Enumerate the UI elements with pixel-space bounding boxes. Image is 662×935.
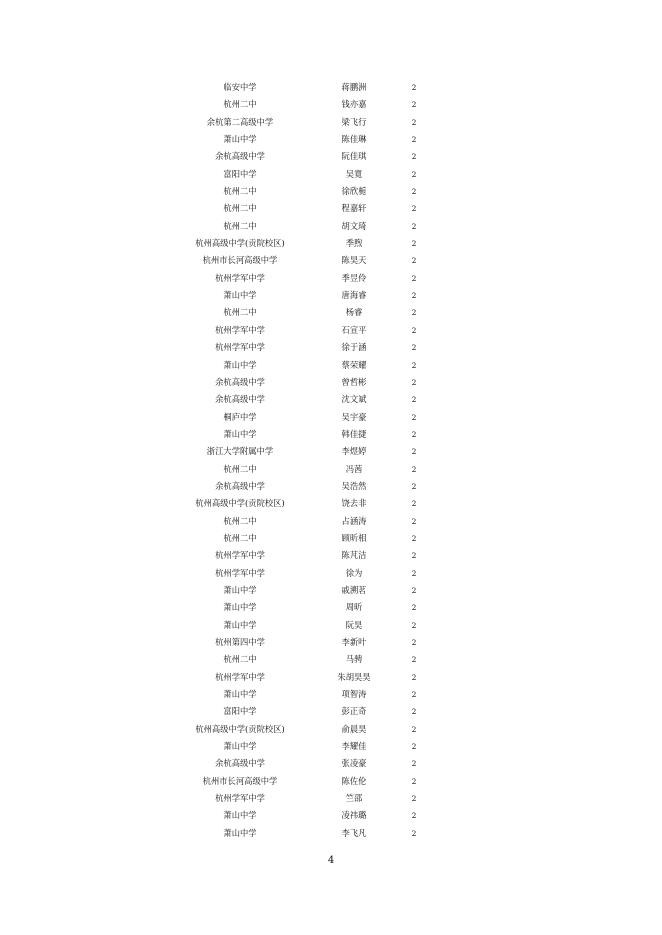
school-name: 萧山中学 bbox=[223, 290, 257, 301]
list-row bbox=[0, 686, 662, 703]
student-name: 韩佳捷 bbox=[341, 428, 367, 439]
prize-level: 2 bbox=[411, 343, 417, 353]
prize-level: 2 bbox=[411, 221, 417, 231]
prize-level: 2 bbox=[411, 256, 417, 266]
list-row bbox=[0, 426, 662, 443]
school-name: 杭州市长河高级中学 bbox=[202, 775, 278, 786]
list-row bbox=[0, 773, 662, 790]
list-row bbox=[0, 218, 662, 235]
prize-level: 2 bbox=[411, 516, 417, 526]
student-name: 阮佳琪 bbox=[341, 151, 367, 162]
prize-level: 2 bbox=[411, 707, 417, 717]
prize-level: 2 bbox=[411, 828, 417, 838]
school-name: 临安中学 bbox=[223, 82, 257, 92]
student-name: 唐海睿 bbox=[341, 290, 367, 301]
school-name: 杭州学军中学 bbox=[215, 567, 265, 578]
list-row bbox=[0, 617, 662, 634]
prize-level: 2 bbox=[411, 308, 417, 318]
student-name: 占涵涛 bbox=[341, 515, 367, 526]
prize-level: 2 bbox=[411, 325, 417, 335]
school-name: 余杭第二高级中学 bbox=[206, 116, 274, 127]
school-name: 萧山中学 bbox=[223, 741, 257, 752]
student-name: 李耀佳 bbox=[341, 741, 367, 752]
school-name: 杭州二中 bbox=[223, 515, 257, 526]
school-name: 杭州学军中学 bbox=[215, 550, 265, 561]
prize-level: 2 bbox=[411, 169, 417, 179]
list-row bbox=[0, 166, 662, 183]
list-row bbox=[0, 270, 662, 287]
prize-level: 2 bbox=[411, 533, 417, 543]
school-name: 杭州第四中学 bbox=[215, 637, 265, 647]
list-row bbox=[0, 634, 662, 651]
list-row bbox=[0, 721, 662, 738]
prize-level: 2 bbox=[411, 620, 417, 630]
list-row bbox=[0, 461, 662, 478]
student-name: 顾昕相 bbox=[341, 532, 367, 543]
school-name: 杭州二中 bbox=[223, 220, 257, 231]
school-name: 萧山中学 bbox=[223, 428, 257, 439]
school-name: 杭州二中 bbox=[223, 654, 257, 665]
list-row bbox=[0, 322, 662, 339]
school-name: 杭州二中 bbox=[223, 99, 257, 110]
list-row bbox=[0, 495, 662, 512]
list-row bbox=[0, 183, 662, 200]
prize-level: 2 bbox=[411, 742, 417, 752]
list-row bbox=[0, 235, 662, 252]
list-row bbox=[0, 807, 662, 824]
list-row bbox=[0, 443, 662, 460]
student-name: 俞晨昊 bbox=[341, 723, 367, 734]
prize-level: 2 bbox=[411, 412, 417, 422]
list-row bbox=[0, 96, 662, 113]
list-row bbox=[0, 131, 662, 148]
list-row bbox=[0, 114, 662, 131]
student-name: 程嘉轩 bbox=[341, 203, 367, 214]
prize-level: 2 bbox=[411, 603, 417, 613]
school-name: 杭州二中 bbox=[223, 203, 257, 214]
list-row bbox=[0, 651, 662, 668]
school-name: 萧山中学 bbox=[223, 602, 257, 613]
school-name: 杭州学军中学 bbox=[215, 671, 265, 682]
school-name: 余杭高级中学 bbox=[215, 376, 265, 387]
list-row bbox=[0, 738, 662, 755]
list-row bbox=[0, 755, 662, 772]
student-name: 杨睿 bbox=[345, 307, 363, 318]
school-name: 萧山中学 bbox=[223, 619, 257, 630]
school-name: 富阳中学 bbox=[223, 168, 257, 179]
student-name: 陈昊天 bbox=[341, 255, 367, 266]
list-row bbox=[0, 79, 662, 96]
prize-level: 2 bbox=[411, 360, 417, 370]
list-row bbox=[0, 391, 662, 408]
prize-level: 2 bbox=[411, 672, 417, 682]
student-name: 李新叶 bbox=[341, 637, 367, 647]
school-name: 萧山中学 bbox=[223, 689, 257, 700]
prize-level: 2 bbox=[411, 551, 417, 561]
student-name: 朱胡昊昊 bbox=[337, 671, 371, 682]
prize-level: 2 bbox=[411, 776, 417, 786]
list-row bbox=[0, 565, 662, 582]
student-name: 曾哲彬 bbox=[341, 376, 367, 387]
student-name: 沈文斌 bbox=[341, 394, 367, 405]
list-row bbox=[0, 513, 662, 530]
school-name: 余杭高级中学 bbox=[215, 151, 265, 162]
prize-level: 2 bbox=[411, 273, 417, 283]
prize-level: 2 bbox=[411, 429, 417, 439]
student-name: 彭正奇 bbox=[341, 706, 367, 717]
student-name: 钱亦嘉 bbox=[341, 99, 367, 110]
prize-level: 2 bbox=[411, 100, 417, 110]
page-number: 4 bbox=[327, 855, 335, 866]
student-name: 陈佳琳 bbox=[341, 134, 367, 145]
list-row bbox=[0, 478, 662, 495]
school-name: 浙江大学附属中学 bbox=[206, 446, 274, 457]
student-name: 李飞凡 bbox=[341, 827, 367, 838]
prize-level: 2 bbox=[411, 395, 417, 405]
student-name: 张凌豪 bbox=[341, 758, 367, 769]
student-name: 冯茜 bbox=[345, 463, 363, 474]
school-name: 萧山中学 bbox=[223, 359, 257, 370]
school-name: 杭州学军中学 bbox=[215, 793, 265, 804]
school-name: 萧山中学 bbox=[223, 827, 257, 838]
student-name: 石宣平 bbox=[341, 324, 367, 335]
prize-level: 2 bbox=[411, 690, 417, 700]
list-row bbox=[0, 252, 662, 269]
school-name: 杭州学军中学 bbox=[215, 342, 265, 353]
list-row bbox=[0, 357, 662, 374]
prize-level: 2 bbox=[411, 568, 417, 578]
student-name: 季煦 bbox=[345, 238, 363, 249]
prize-level: 2 bbox=[411, 464, 417, 474]
prize-level: 2 bbox=[411, 187, 417, 197]
prize-level: 2 bbox=[411, 291, 417, 301]
prize-level: 2 bbox=[411, 794, 417, 804]
student-name: 徐于涵 bbox=[341, 342, 367, 353]
student-name: 凌祎璐 bbox=[341, 810, 367, 821]
prize-level: 2 bbox=[411, 481, 417, 491]
school-name: 余杭高级中学 bbox=[215, 394, 265, 405]
school-name: 杭州学军中学 bbox=[215, 272, 265, 283]
prize-level: 2 bbox=[411, 447, 417, 457]
school-name: 余杭高级中学 bbox=[215, 480, 265, 491]
school-name: 桐庐中学 bbox=[223, 411, 257, 422]
prize-level: 2 bbox=[411, 499, 417, 509]
prize-level: 2 bbox=[411, 811, 417, 821]
student-name: 竺邵 bbox=[345, 793, 363, 804]
prize-level: 2 bbox=[411, 585, 417, 595]
student-name: 蔡荣耀 bbox=[341, 359, 367, 370]
prize-level: 2 bbox=[411, 377, 417, 387]
school-name: 萧山中学 bbox=[223, 134, 257, 145]
school-name: 杭州市长河高级中学 bbox=[202, 255, 278, 266]
student-name: 陈芃洁 bbox=[341, 550, 367, 561]
prize-level: 2 bbox=[411, 117, 417, 127]
student-name: 李煜婷 bbox=[341, 446, 367, 457]
list-row bbox=[0, 790, 662, 807]
school-name: 萧山中学 bbox=[223, 810, 257, 821]
list-row bbox=[0, 703, 662, 720]
school-name: 萧山中学 bbox=[223, 584, 257, 595]
list-row bbox=[0, 582, 662, 599]
school-name: 杭州高级中学(贡院校区) bbox=[195, 723, 285, 734]
prize-level: 2 bbox=[411, 759, 417, 769]
list-row bbox=[0, 409, 662, 426]
student-name: 周昕 bbox=[345, 602, 363, 613]
prize-level: 2 bbox=[411, 135, 417, 145]
student-name: 马骋 bbox=[345, 654, 363, 665]
list-row bbox=[0, 304, 662, 321]
award-list bbox=[0, 79, 662, 842]
student-name: 徐欣栀 bbox=[341, 186, 367, 197]
prize-level: 2 bbox=[411, 204, 417, 214]
school-name: 杭州二中 bbox=[223, 463, 257, 474]
school-name: 余杭高级中学 bbox=[215, 758, 265, 769]
list-row bbox=[0, 339, 662, 356]
prize-level: 2 bbox=[411, 724, 417, 734]
student-name: 戚溯茗 bbox=[341, 584, 367, 595]
student-name: 徐为 bbox=[345, 567, 363, 578]
student-name: 季昱伶 bbox=[341, 272, 367, 283]
list-row bbox=[0, 530, 662, 547]
school-name: 富阳中学 bbox=[223, 706, 257, 717]
student-name: 吴宇豪 bbox=[341, 411, 367, 422]
list-row bbox=[0, 547, 662, 564]
school-name: 杭州二中 bbox=[223, 532, 257, 543]
school-name: 杭州高级中学(贡院校区) bbox=[195, 498, 285, 509]
list-row bbox=[0, 287, 662, 304]
student-name: 吴寬 bbox=[345, 168, 363, 179]
student-name: 饶去非 bbox=[341, 498, 367, 509]
school-name: 杭州学军中学 bbox=[215, 324, 265, 335]
student-name: 陈佐伦 bbox=[341, 775, 367, 786]
list-row bbox=[0, 825, 662, 842]
student-name: 梁飞行 bbox=[341, 116, 367, 127]
list-row bbox=[0, 599, 662, 616]
student-name: 胡文琦 bbox=[341, 220, 367, 231]
list-row bbox=[0, 669, 662, 686]
prize-level: 2 bbox=[411, 239, 417, 249]
prize-level: 2 bbox=[411, 83, 417, 92]
student-name: 项智涛 bbox=[341, 689, 367, 700]
prize-level: 2 bbox=[411, 655, 417, 665]
school-name: 杭州二中 bbox=[223, 186, 257, 197]
prize-level: 2 bbox=[411, 152, 417, 162]
list-row bbox=[0, 148, 662, 165]
school-name: 杭州高级中学(贡院校区) bbox=[195, 238, 285, 249]
student-name: 蒋鹏洲 bbox=[341, 82, 367, 92]
student-name: 吴浩然 bbox=[341, 480, 367, 491]
student-name: 阮昊 bbox=[345, 619, 363, 630]
list-row bbox=[0, 200, 662, 217]
prize-level: 2 bbox=[411, 638, 417, 647]
school-name: 杭州二中 bbox=[223, 307, 257, 318]
list-row bbox=[0, 374, 662, 391]
